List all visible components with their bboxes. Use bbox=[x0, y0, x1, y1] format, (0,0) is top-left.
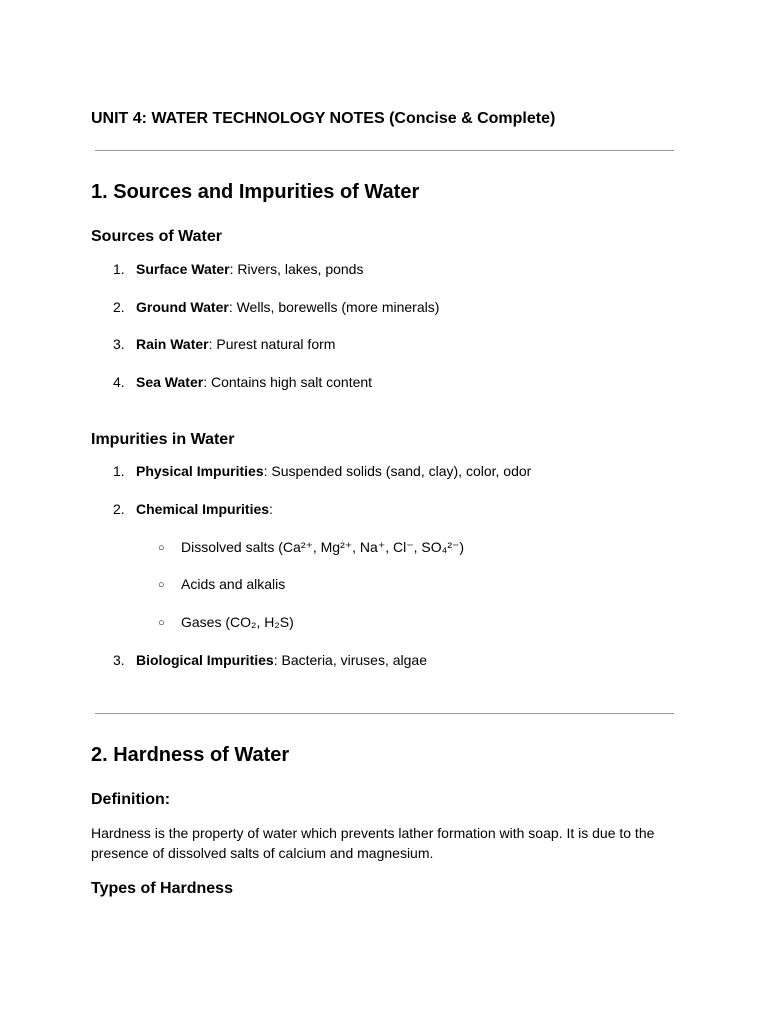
definition-heading: Definition: bbox=[91, 791, 171, 808]
list-item bbox=[113, 374, 372, 390]
nested-list-text: Dissolved salts (Ca²⁺, Mg²⁺, Na⁺, Cl⁻, SO₄²⁻) bbox=[181, 539, 465, 555]
list-term: Biological Impurities bbox=[136, 652, 274, 668]
list-item bbox=[113, 299, 439, 315]
list-desc: : Rivers, lakes, ponds bbox=[229, 261, 364, 277]
list-item bbox=[113, 261, 363, 277]
horizontal-rule bbox=[95, 150, 674, 151]
list-desc: : Purest natural form bbox=[208, 336, 336, 352]
list-term: Physical Impurities bbox=[136, 463, 264, 479]
list-desc: : Bacteria, viruses, algae bbox=[273, 652, 427, 668]
circle-bullet-icon: ○ bbox=[158, 617, 165, 629]
list-number: 1. bbox=[113, 261, 125, 277]
list-term: Rain Water bbox=[136, 336, 209, 352]
nested-list-text: Gases (CO₂, H₂S) bbox=[181, 614, 294, 630]
list-item bbox=[113, 501, 273, 517]
list-number: 2. bbox=[113, 501, 125, 517]
document-title: UNIT 4: WATER TECHNOLOGY NOTES (Concise & Complete) bbox=[91, 110, 556, 127]
list-item bbox=[113, 336, 335, 352]
list-desc: : Contains high salt content bbox=[203, 374, 373, 390]
list-desc: : bbox=[269, 501, 273, 517]
list-item bbox=[113, 463, 531, 479]
circle-bullet-icon: ○ bbox=[158, 579, 165, 591]
nested-list-item bbox=[158, 539, 464, 556]
circle-bullet-icon: ○ bbox=[158, 542, 165, 554]
subsection-heading: Types of Hardness bbox=[91, 880, 233, 897]
nested-list-text: Acids and alkalis bbox=[181, 576, 286, 592]
list-term: Surface Water bbox=[136, 261, 230, 277]
list-number: 2. bbox=[113, 299, 125, 315]
nested-list-item bbox=[158, 576, 285, 592]
nested-list-item bbox=[158, 614, 294, 630]
subsection-heading: Impurities in Water bbox=[91, 431, 235, 448]
list-item bbox=[113, 652, 427, 668]
subsection-heading: Sources of Water bbox=[91, 228, 222, 245]
list-term: Sea Water bbox=[136, 374, 204, 390]
list-desc: : Wells, borewells (more minerals) bbox=[228, 299, 440, 315]
horizontal-rule bbox=[95, 713, 674, 714]
section-heading: 2. Hardness of Water bbox=[91, 744, 290, 766]
section-heading: 1. Sources and Impurities of Water bbox=[91, 181, 420, 203]
list-number: 4. bbox=[113, 374, 125, 390]
list-number: 1. bbox=[113, 463, 125, 479]
list-term: Chemical Impurities bbox=[136, 501, 270, 517]
list-number: 3. bbox=[113, 336, 125, 352]
list-desc: : Suspended solids (sand, clay), color, odor bbox=[263, 463, 532, 479]
definition-paragraph: Hardness is the property of water which prevents lather formation with soap. It is due to the presence of dissolved salts of calcium and magnesium. bbox=[91, 825, 655, 861]
list-number: 3. bbox=[113, 652, 125, 668]
list-term: Ground Water bbox=[136, 299, 229, 315]
